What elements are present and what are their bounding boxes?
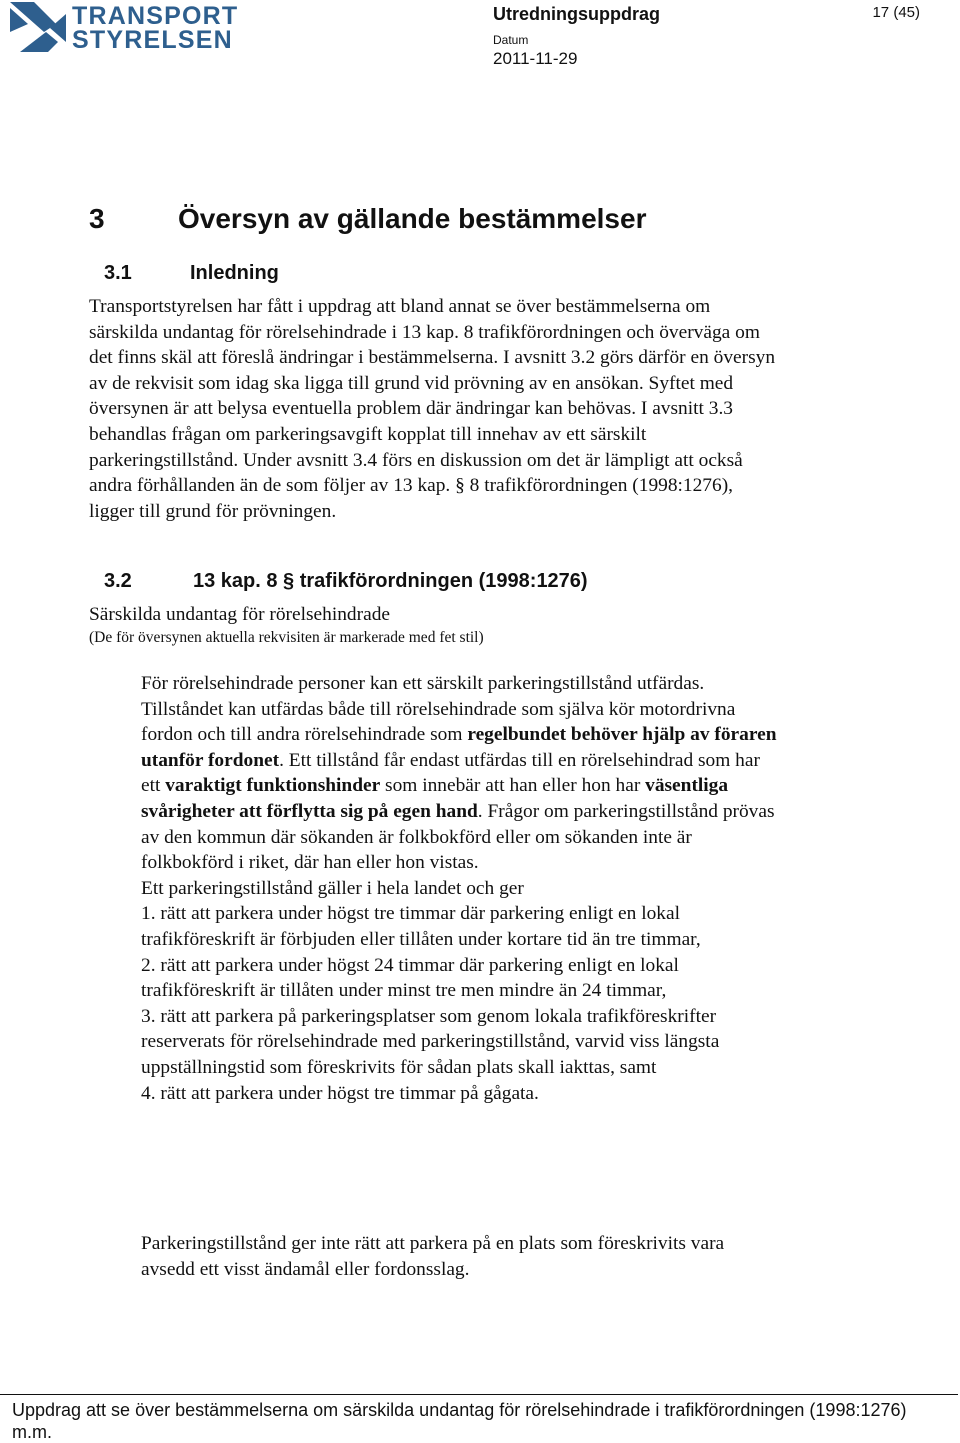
subsection-title: 13 kap. 8 § trafikförordningen (1998:1276): [193, 570, 588, 592]
quote-text: som innebär att han eller hon har: [380, 775, 646, 797]
footer-text: Uppdrag att se över bestämmelserna om särskilda undantag för rörelsehindrade i trafikförordningen (1998:1276) m.m.: [12, 1400, 907, 1442]
subsection-heading-3-2: [104, 570, 588, 593]
quote-list-item: 3. rätt att parkera på parkeringsplatser som genom lokala trafikföreskrifter reserverats för rörelsehindrade med parkeringstillstånd, varvid viss längsta uppställningstid som föreskrivits för sådan plats skall iakttas, samt: [141, 1005, 720, 1078]
section-number: 3: [89, 203, 105, 234]
quote-list-intro: Ett parkeringstillstånd gäller i hela landet och ger: [141, 877, 524, 899]
page-number: 17 (45): [872, 4, 920, 21]
quote-bold-text: väsentliga svårigheter att förflytta sig på egen hand: [141, 775, 729, 822]
intro-paragraph: Transportstyrelsen har fått i uppdrag att bland annat se över bestämmelserna om särskilda undantag för rörelsehindrade i 13 kap. 8 trafikförordningen och överväga om det finns skäl att föreslå ändringar i bestämmelserna. I avsnitt 3.2 görs därför en översyn av de rekvisit som idag ska ligga till grund vid prövning av en ansökan. Syftet med översynen är att belysa eventuella problem där ändringar kan behövas. I avsnitt 3.3 behandlas frågan om parkeringsavgift kopplat till innehav av ett särskilt parkeringstillstånd. Under avsnitt 3.4 förs en diskussion om det är lämpligt att också andra förhållanden än de som följer av 13 kap. § 8 trafikförordningen (1998:1276), ligger till grund för prövningen.: [89, 296, 776, 522]
section-heading: [89, 203, 646, 235]
date-value: 2011-11-29: [493, 49, 578, 68]
regulation-subtitle: Särskilda undantag för rörelsehindrade: [89, 604, 390, 625]
date-label: Datum: [493, 33, 529, 47]
transportstyrelsen-logo-icon: [10, 2, 68, 52]
subsection-number: 3.2: [104, 570, 132, 592]
footer-divider: [0, 1394, 958, 1395]
logo: [10, 2, 239, 54]
logo-text-line1: TRANSPORT: [72, 2, 239, 30]
quote-list-item: 4. rätt att parkera under högst tre timmar på gågata.: [141, 1082, 539, 1104]
quoted-regulation: [141, 671, 781, 1106]
quote-text: För rörelsehindrade personer kan ett särskilt parkeringstillstånd utfärdas. Tillståndet kan utfärdas både till rörelsehindrade som själva kör motordrivna fordon och till andra rörelsehindrade som: [141, 673, 736, 746]
section-title: Översyn av gällande bestämmelser: [178, 203, 647, 234]
quote-text: . Ett tillstånd får endast utfärdas till en rörelsehindrad som har ett: [141, 749, 760, 797]
quoted-regulation-paragraph-2: Parkeringstillstånd ger inte rätt att parkera på en plats som föreskrivits vara avsedd ett visst ändamål eller fordonsslag.: [141, 1233, 725, 1280]
bold-note: (De för översynen aktuella rekvisiten är markerade med fet stil): [89, 629, 484, 646]
quote-text: . Frågor om parkeringstillstånd prövas av den kommun där sökanden är folkbokförd eller om sökanden inte är folkbokförd i riket, där han eller hon vistas.: [141, 800, 775, 874]
subsection-number: 3.1: [104, 262, 132, 284]
logo-text-line2: STYRELSEN: [72, 26, 233, 54]
subsection-title: Inledning: [190, 262, 279, 284]
subsection-heading-3-1: [104, 262, 279, 285]
quote-list-item: 1. rätt att parkera under högst tre timmar där parkering enligt en lokal trafikföreskrift är förbjuden eller tillåten under kortare tid än tre timmar,: [141, 903, 701, 950]
quote-bold-text: regelbundet behöver hjälp av föraren utanför fordonet: [141, 724, 777, 771]
document-type: Utredningsuppdrag: [493, 4, 660, 24]
quote-list-item: 2. rätt att parkera under högst 24 timmar där parkering enligt en lokal trafikföreskrift är tillåten under minst tre men mindre än 24 timmar,: [141, 954, 679, 1002]
quote-bold-text: varaktigt funktionshinder: [165, 775, 381, 797]
